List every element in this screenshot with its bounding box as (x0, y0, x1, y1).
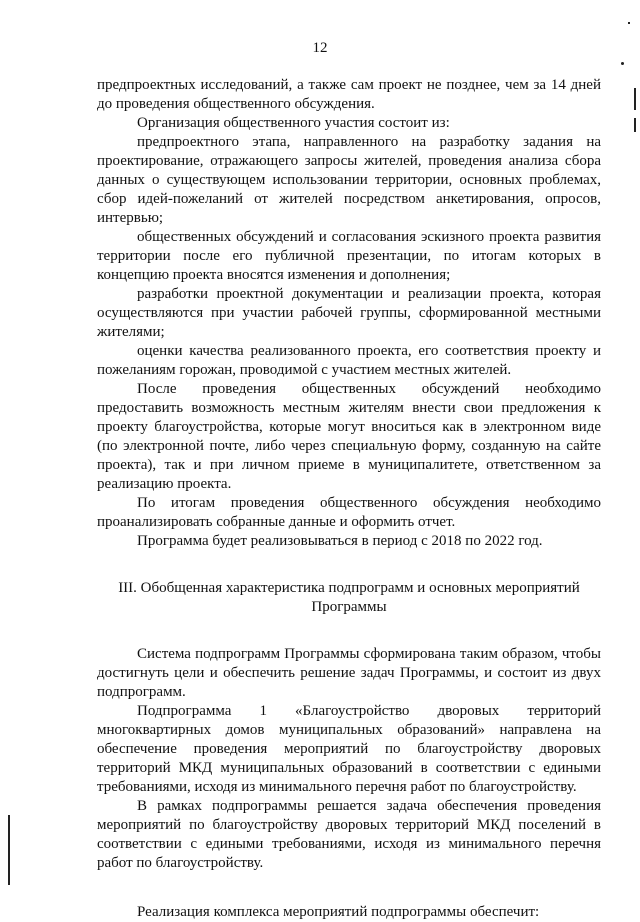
paragraph: предпроектных исследований, а также сам проект не позднее, чем за 14 дней до проведения общественного обсуждения. (97, 77, 601, 112)
page-number: 12 (312, 40, 328, 56)
paragraph: общественных обсуждений и согласования эскизного проекта развития территории после его публичной презентации, по итогам которых в концепцию проекта вносятся изменения и дополнения; (97, 229, 601, 283)
paragraph: оценки качества реализованного проекта, его соответствия проекту и пожеланиям горожан, проводимой с участием местных жителей. (97, 343, 601, 378)
scan-mark (634, 88, 636, 110)
scan-mark (8, 815, 10, 885)
spacer (97, 873, 601, 903)
paragraph: Подпрограмма 1 «Благоустройство дворовых территорий многоквартирных домов муниципальных образований» направлена на обеспечение проведения мероприятий по благоустройству дворовых территорий МКД муниципальных образований в соответствии с едиными требованиями, исходя из минимального перечня работ по благоустройству. (97, 703, 601, 795)
scan-mark (621, 62, 624, 65)
section-heading: III. Обобщенная характеристика подпрограмм и основных мероприятий Программы (118, 580, 580, 615)
paragraph: Программа будет реализовываться в период с 2018 по 2022 год. (137, 533, 543, 549)
scan-mark (628, 22, 630, 24)
paragraph: По итогам проведения общественного обсуждения необходимо проанализировать собранные данные и оформить отчет. (97, 495, 601, 530)
paragraph: разработки проектной документации и реализации проекта, которая осуществляются при участии рабочей группы, сформированной местными жителями; (97, 286, 601, 340)
paragraph: Организация общественного участия состоит из: (137, 115, 450, 131)
scan-mark (634, 118, 636, 132)
paragraph: После проведения общественных обсуждений необходимо предоставить возможность местным жителям внести свои предложения к проекту благоустройства, которые могут вноситься как в электронном виде (по электронной почте, либо через специальную форму, созданную на сайте проекта), так и при личном приеме в муниципалитете, ответственном за реализацию проекта. (97, 381, 601, 492)
document-body (97, 76, 601, 922)
paragraph: Система подпрограмм Программы сформирована таким образом, чтобы достигнуть цели и обеспечить решение задач Программы, и состоит из двух подпрограмм. (97, 646, 601, 700)
paragraph: предпроектного этапа, направленного на разработку задания на проектирование, отражающего запросы жителей, проведения анализа сбора данных о существующем использовании территории, основных проблемах, сбор идей-пожеланий от жителей посредством анкетирования, опросов, интервью; (97, 134, 601, 226)
paragraph: Реализация комплекса мероприятий подпрограммы обеспечит: (137, 904, 540, 920)
spacer (97, 551, 601, 579)
paragraph: В рамках подпрограммы решается задача обеспечения проведения мероприятий по благоустройству дворовых территорий МКД поселений в соответствии с едиными требованиями, исходя из минимального перечня работ по благоустройству. (97, 798, 601, 871)
spacer (97, 617, 601, 645)
